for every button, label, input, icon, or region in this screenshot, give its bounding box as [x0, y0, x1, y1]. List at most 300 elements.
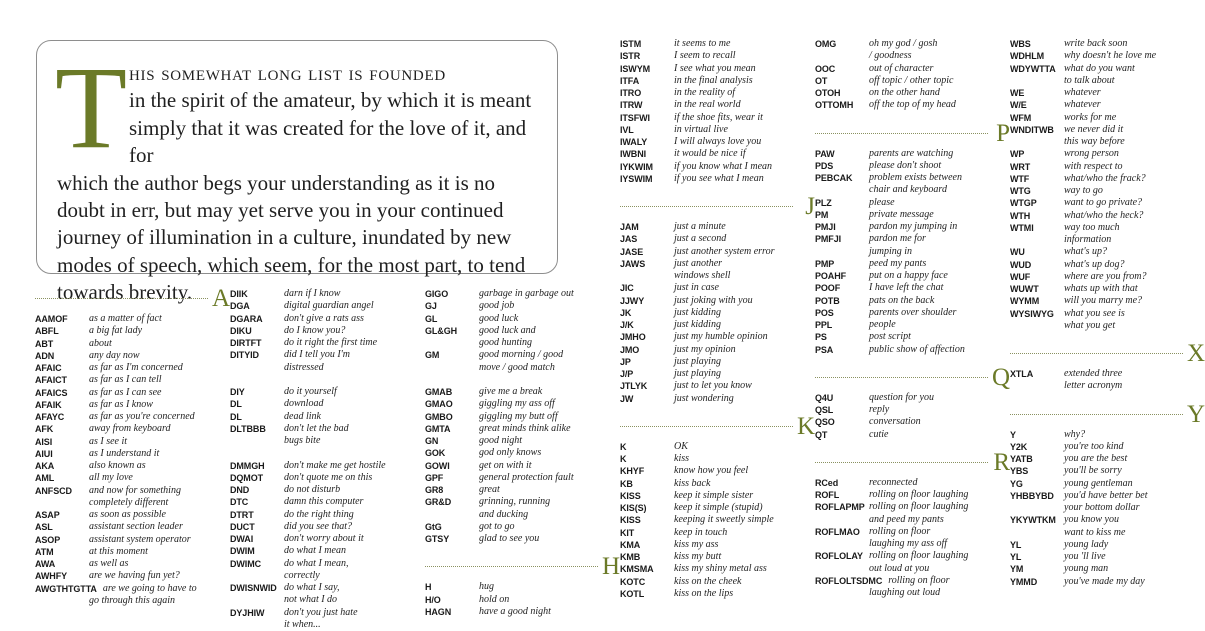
section-header [1010, 332, 1205, 368]
entry-meaning: give me a break [479, 386, 543, 397]
entry-meaning: grinning, running [479, 496, 551, 508]
entry-abbreviation: HAGN [425, 606, 452, 617]
entry-abbreviation: DL [230, 411, 242, 422]
entry-row [425, 411, 620, 423]
entry-abbreviation: YL [1010, 552, 1022, 562]
entry-meaning: don't make me get hostile [284, 459, 386, 471]
entry-meaning: keep in touch [674, 526, 728, 538]
entry-row [815, 38, 1010, 50]
entry-row [35, 362, 230, 374]
entry-meaning: kiss my shiny metal ass [674, 563, 767, 575]
entry-row [815, 148, 1010, 160]
dotted-rule [815, 462, 988, 463]
entry-abbreviation: JAS [620, 234, 638, 245]
entry-meaning: darn if I know [284, 288, 341, 299]
entry-abbreviation: IWALY [620, 137, 648, 147]
entry-row [620, 173, 815, 185]
entry-meaning: god only knows [479, 447, 542, 459]
entry-row [425, 484, 620, 496]
entry-abbreviation: IYSWIM [620, 173, 653, 184]
entry-meaning: do not disturb [284, 484, 341, 495]
entry-meaning: where are you from? [1064, 270, 1147, 282]
entry-row [425, 594, 620, 606]
entry-meaning: get on with it [479, 459, 532, 471]
entry-row [620, 563, 815, 575]
entry-row [620, 514, 815, 526]
entry-meaning: hug [479, 581, 494, 593]
entry-meaning: people [869, 319, 896, 330]
entry-meaning: conversation [869, 416, 921, 428]
section-letter: Y [1186, 400, 1205, 428]
entry-meaning: rolling on floor [869, 525, 931, 537]
entry-meaning: wrong person [1064, 148, 1119, 160]
entry-meaning: in the final analysis [674, 74, 753, 86]
entry-row [425, 606, 620, 618]
entry-row [1010, 38, 1205, 50]
entry-meaning: way to go [1064, 185, 1103, 196]
entry-meaning: write back soon [1064, 38, 1128, 49]
entry-abbreviation: KISS [620, 490, 641, 501]
entry-row [620, 148, 815, 160]
entry-abbreviation: Y2K [1010, 441, 1028, 452]
entry-abbreviation: JMHO [620, 332, 646, 343]
entry-row [815, 282, 1010, 294]
entry-abbreviation: DIKU [230, 325, 252, 336]
entry-row [1010, 380, 1205, 392]
entry-meaning: just another [674, 257, 723, 269]
entry-meaning: whatever [1064, 87, 1101, 98]
entry-row [425, 313, 620, 325]
entry-meaning: out of character [869, 62, 934, 74]
entry-meaning: rolling on floor laughing [869, 550, 969, 562]
entry-meaning: do it yourself [284, 386, 337, 397]
column-g-h [425, 288, 620, 618]
entry-row [1010, 551, 1205, 563]
entry-meaning: you 'll live [1064, 551, 1106, 562]
entry-meaning: download [284, 398, 324, 410]
drop-cap: T [55, 42, 128, 173]
entry-abbreviation: GOWI [425, 460, 450, 471]
entry-abbreviation: XTLA [1010, 369, 1034, 379]
entry-row [230, 374, 425, 386]
entry-row [815, 184, 1010, 196]
entry-meaning: what's up dog? [1064, 258, 1125, 270]
entry-abbreviation: ITRO [620, 88, 642, 98]
entry-abbreviation: IYKWIM [620, 161, 653, 172]
entry-row [425, 533, 620, 545]
entry-row [1010, 490, 1205, 502]
entry-row [620, 368, 815, 380]
entry-abbreviation: YBS [1010, 466, 1029, 477]
entry-meaning: you'd have better bet [1064, 489, 1148, 501]
column-d [230, 288, 425, 631]
entry-meaning: distressed [284, 361, 324, 373]
entry-row [425, 300, 620, 312]
entry-abbreviation: YG [1010, 478, 1023, 489]
entry-row [815, 416, 1010, 428]
entry-meaning: damn this computer [284, 496, 364, 508]
entry-abbreviation: AKA [35, 461, 55, 471]
entry-meaning: why doesn't he love me [1064, 50, 1157, 62]
entry-abbreviation: DUCT [230, 521, 255, 532]
entry-row [815, 270, 1010, 282]
entry-meaning: if you see what I mean [674, 172, 764, 184]
entry-row [230, 423, 425, 435]
entry-row [1010, 308, 1205, 320]
entry-meaning: it when... [284, 618, 321, 630]
entry-row [230, 325, 425, 337]
intro-rest: which the author begs your understanding as it is no doubt in err, but may yet serve you in your continued journey of illumination in a culture, inundated by new modes of speech, which seem, for the most part, to tend towards brevity. [57, 170, 526, 305]
entry-row [620, 356, 815, 368]
entry-abbreviation: J/P [620, 369, 634, 379]
entry-row [1010, 136, 1205, 148]
entry-abbreviation: DIIK [230, 289, 248, 299]
entry-row [35, 546, 230, 558]
dotted-rule [1010, 414, 1183, 415]
entry-abbreviation: JP [620, 356, 631, 367]
entry-meaning: giggling my butt off [479, 410, 558, 422]
entry-meaning: good luck and [479, 324, 536, 336]
entry-meaning [284, 447, 425, 459]
section-header [620, 185, 815, 221]
entry-abbreviation: KB [620, 478, 633, 489]
entry-row [620, 441, 815, 453]
entry-abbreviation: AFAICS [35, 387, 68, 398]
entry-meaning: out loud at you [869, 562, 930, 574]
entry-row [620, 50, 815, 62]
entry-row [815, 501, 1010, 513]
entry-abbreviation: WYMM [1010, 296, 1040, 307]
entry-meaning: with respect to [1064, 160, 1123, 172]
entry-meaning: kiss on the cheek [674, 575, 742, 587]
entry-meaning: giggling my ass off [479, 398, 555, 410]
entry-abbreviation: KMB [620, 552, 641, 562]
section-header [1010, 393, 1205, 429]
entry-abbreviation: DTRT [230, 509, 254, 520]
entry-meaning: young lady [1064, 538, 1109, 550]
entry-abbreviation: DMMGH [230, 460, 265, 471]
entry-abbreviation: WTG [1010, 186, 1031, 196]
entry-abbreviation: DLTBBB [230, 423, 266, 434]
entry-meaning: as far as I know [89, 398, 153, 410]
dotted-rule [35, 298, 208, 299]
entry-meaning: did I tell you I'm [284, 349, 351, 361]
entry-row [815, 246, 1010, 258]
entry-abbreviation: WBS [1010, 39, 1031, 49]
entry-meaning: just my opinion [674, 343, 736, 355]
entry-meaning: information [1064, 234, 1112, 245]
entry-meaning: kiss on the lips [674, 587, 734, 599]
entry-abbreviation: PM [815, 209, 829, 220]
entry-meaning: it seems to me [674, 38, 731, 49]
entry-abbreviation: W/E [1010, 100, 1027, 111]
entry-abbreviation: POTB [815, 295, 840, 306]
entry-meaning: if you know what I mean [674, 160, 773, 172]
entry-abbreviation: WYSIWYG [1010, 308, 1054, 319]
entry-abbreviation: JIC [620, 283, 634, 294]
entry-row [620, 99, 815, 111]
entry-meaning: just playing [674, 368, 721, 379]
entry-meaning: just another system error [674, 245, 775, 257]
entry-row [1010, 99, 1205, 111]
entry-row [815, 563, 1010, 575]
entry-meaning: pats on the back [869, 294, 935, 306]
entry-row [230, 362, 425, 374]
entry-abbreviation: ANFSCD [35, 485, 72, 496]
entry-row [35, 436, 230, 448]
section-letter: A [211, 285, 230, 312]
entry-row [620, 233, 815, 245]
entry-abbreviation: PMP [815, 258, 835, 269]
entry-row [815, 489, 1010, 501]
entry-abbreviation: ATM [35, 546, 54, 557]
entry-meaning: just wondering [674, 392, 734, 404]
entry-row [35, 350, 230, 362]
entry-meaning: great minds think alike [479, 422, 571, 434]
entry-row [425, 460, 620, 472]
entry-meaning: garbage in garbage out [479, 288, 574, 299]
entry-meaning: it would be nice if [674, 148, 746, 160]
entry-meaning: in virtual live [674, 123, 728, 135]
entry-abbreviation: IVL [620, 124, 634, 135]
letter-section [1010, 38, 1205, 332]
entry-row [425, 386, 620, 398]
entry-row [815, 307, 1010, 319]
entry-meaning: and ducking [479, 508, 529, 520]
entry-abbreviation: WTMI [1010, 222, 1034, 233]
intro-lead: his somewhat long list is founded [129, 61, 446, 85]
entry-meaning: off topic / other topic [869, 74, 954, 86]
entry-meaning: laughing out loud [869, 587, 941, 598]
section-letter: H [601, 553, 620, 581]
entry-row [1010, 222, 1205, 234]
entry-meaning: kiss back [674, 477, 711, 489]
entry-row [230, 558, 425, 570]
entry-abbreviation: KMA [620, 539, 641, 550]
entry-row [1010, 465, 1205, 477]
entry-abbreviation: AFAICT [35, 375, 67, 386]
entry-row [230, 337, 425, 349]
letter-section [620, 185, 815, 405]
entry-meaning: reply [869, 404, 890, 415]
entry-row [230, 386, 425, 398]
entry-abbreviation: WUWT [1010, 284, 1039, 294]
entry-row [620, 453, 815, 465]
entry-abbreviation: WFM [1010, 112, 1032, 123]
entry-abbreviation: WTGP [1010, 198, 1037, 209]
entry-row [1010, 234, 1205, 246]
entry-row [815, 404, 1010, 416]
entry-meaning: go through this again [89, 594, 176, 606]
entry-row [815, 344, 1010, 356]
entry-meaning: why? [1064, 428, 1086, 440]
entry-abbreviation: GR&D [425, 497, 452, 508]
entry-abbreviation: JMO [620, 344, 640, 355]
entry-meaning: don't let the bad [284, 422, 349, 434]
entry-row [1010, 514, 1205, 526]
entry-meaning: problem exists between [869, 172, 962, 183]
entry-abbreviation: AFAYC [35, 412, 65, 422]
entry-row [620, 246, 815, 258]
entry-row [425, 521, 620, 533]
entry-meaning: have a good night [479, 605, 551, 617]
entry-meaning: as a matter of fact [89, 313, 162, 324]
entry-row [1010, 185, 1205, 197]
entry-meaning: great [479, 484, 500, 495]
entry-abbreviation: ROFLAPMP [815, 502, 865, 513]
entry-abbreviation: QSL [815, 405, 834, 415]
entry-row [620, 502, 815, 514]
entry-meaning: put on a happy face [869, 270, 948, 281]
entry-row [425, 362, 620, 374]
entry-abbreviation: K [620, 454, 627, 464]
entry-meaning: as I understand it [89, 447, 160, 459]
intro-paragraph [57, 60, 547, 307]
entry-abbreviation: WNDITWB [1010, 124, 1054, 135]
entry-abbreviation: WUF [1010, 271, 1031, 282]
entry-meaning: cutie [869, 428, 889, 440]
entry-row [620, 478, 815, 490]
entry-meaning: about [89, 337, 112, 349]
entry-abbreviation: GtG [425, 521, 442, 532]
entry-abbreviation: KMSMA [620, 564, 654, 575]
entry-abbreviation: DIY [230, 387, 245, 397]
entry-meaning: what's up? [1064, 246, 1107, 258]
entry-abbreviation: WTH [1010, 210, 1031, 221]
entry-meaning: oh my god / gosh [869, 38, 938, 49]
entry-row [620, 465, 815, 477]
entry-abbreviation: QSO [815, 417, 835, 428]
entry-row [1010, 539, 1205, 551]
entry-row [620, 344, 815, 356]
entry-abbreviation: ISWYM [620, 63, 650, 74]
entry-abbreviation: DTC [230, 497, 249, 508]
letter-section [815, 441, 1010, 600]
entry-abbreviation: ASAP [35, 510, 60, 520]
entry-abbreviation: WP [1010, 149, 1025, 160]
entry-abbreviation: JJWY [620, 295, 645, 306]
entry-abbreviation: GJ [425, 301, 437, 312]
section-header [815, 441, 1010, 477]
entry-abbreviation: OMG [815, 39, 837, 49]
entry-row [230, 447, 425, 459]
entry-row [620, 270, 815, 282]
entry-row [35, 595, 230, 607]
entry-meaning: got to go [479, 520, 515, 532]
entry-meaning: kiss my butt [674, 551, 722, 562]
entry-row [1010, 50, 1205, 62]
entry-abbreviation: PDS [815, 160, 834, 171]
entry-row [425, 447, 620, 459]
entry-abbreviation: H/O [425, 594, 441, 605]
section-letter: Q [991, 363, 1010, 391]
entry-meaning: laughing my ass off [869, 538, 948, 549]
entry-row [1010, 271, 1205, 283]
entry-abbreviation: OT [815, 75, 828, 86]
entry-abbreviation: JTLYK [620, 381, 648, 392]
dotted-rule [1010, 353, 1183, 354]
entry-row [35, 399, 230, 411]
entry-meaning: also known as [89, 460, 146, 471]
entry-abbreviation: ADN [35, 350, 55, 361]
entry-row [1010, 502, 1205, 514]
entry-meaning: question for you [869, 391, 934, 403]
entry-row [35, 497, 230, 509]
entry-meaning: know how you feel [674, 465, 749, 477]
entry-meaning: whatever [1064, 99, 1101, 111]
entry-meaning: / goodness [869, 50, 912, 62]
entry-meaning: not what I do [284, 594, 338, 606]
letter-section [1010, 393, 1205, 588]
entry-abbreviation: DWISNWID [230, 583, 277, 593]
entry-row [620, 319, 815, 331]
entry-meaning: what you see is [1064, 307, 1125, 319]
entry-abbreviation: AWHFY [35, 571, 67, 582]
column-o-r [815, 38, 1010, 599]
entry-row [620, 75, 815, 87]
entry-abbreviation: POS [815, 307, 834, 318]
entry-abbreviation: AFK [35, 424, 54, 435]
entry-abbreviation: PS [815, 332, 827, 343]
entry-row [815, 160, 1010, 172]
entry-row [620, 87, 815, 99]
entry-row [620, 539, 815, 551]
entry-meaning: want to go private? [1064, 197, 1143, 209]
entry-meaning: move / good match [479, 361, 555, 373]
entry-row [815, 477, 1010, 489]
entry-row [815, 233, 1010, 245]
entry-abbreviation: WTF [1010, 173, 1030, 184]
entry-meaning: rolling on floor laughing [869, 489, 969, 500]
entry-meaning: you'll be sorry [1064, 465, 1122, 477]
entry-meaning: you know you [1064, 514, 1119, 526]
entry-row [815, 587, 1010, 599]
entry-meaning: assistant section leader [89, 521, 183, 533]
entry-row [620, 63, 815, 75]
entry-meaning: at this moment [89, 545, 148, 557]
entry-meaning: just kidding [674, 319, 721, 330]
entry-row [1010, 441, 1205, 453]
entry-row [230, 545, 425, 557]
entry-row [815, 63, 1010, 75]
dotted-rule [815, 133, 988, 134]
entry-meaning: just in case [674, 282, 719, 294]
entry-abbreviation: AISI [35, 436, 53, 447]
entry-row [1010, 527, 1205, 539]
entry-abbreviation: YHBBYBD [1010, 490, 1054, 501]
entry-row [815, 99, 1010, 111]
entry-row [1010, 563, 1205, 575]
entry-row [230, 411, 425, 423]
entry-abbreviation: YKYWTKM [1010, 515, 1056, 526]
entry-meaning: do the right thing [284, 508, 354, 520]
entry-row [1010, 259, 1205, 271]
entry-row [425, 509, 620, 521]
entry-row [230, 509, 425, 521]
entry-row [815, 538, 1010, 550]
section-letter: P [996, 119, 1010, 147]
entry-abbreviation: PPL [815, 320, 833, 330]
letter-section [230, 288, 425, 631]
entry-abbreviation: GMBO [425, 411, 453, 422]
entry-meaning: public show of affection [869, 343, 965, 355]
dotted-rule [815, 377, 988, 378]
entry-meaning: young gentleman [1064, 477, 1133, 489]
entry-abbreviation: KOTC [620, 576, 646, 587]
entry-row [425, 374, 620, 386]
entry-row [620, 393, 815, 405]
section-header [620, 405, 815, 441]
